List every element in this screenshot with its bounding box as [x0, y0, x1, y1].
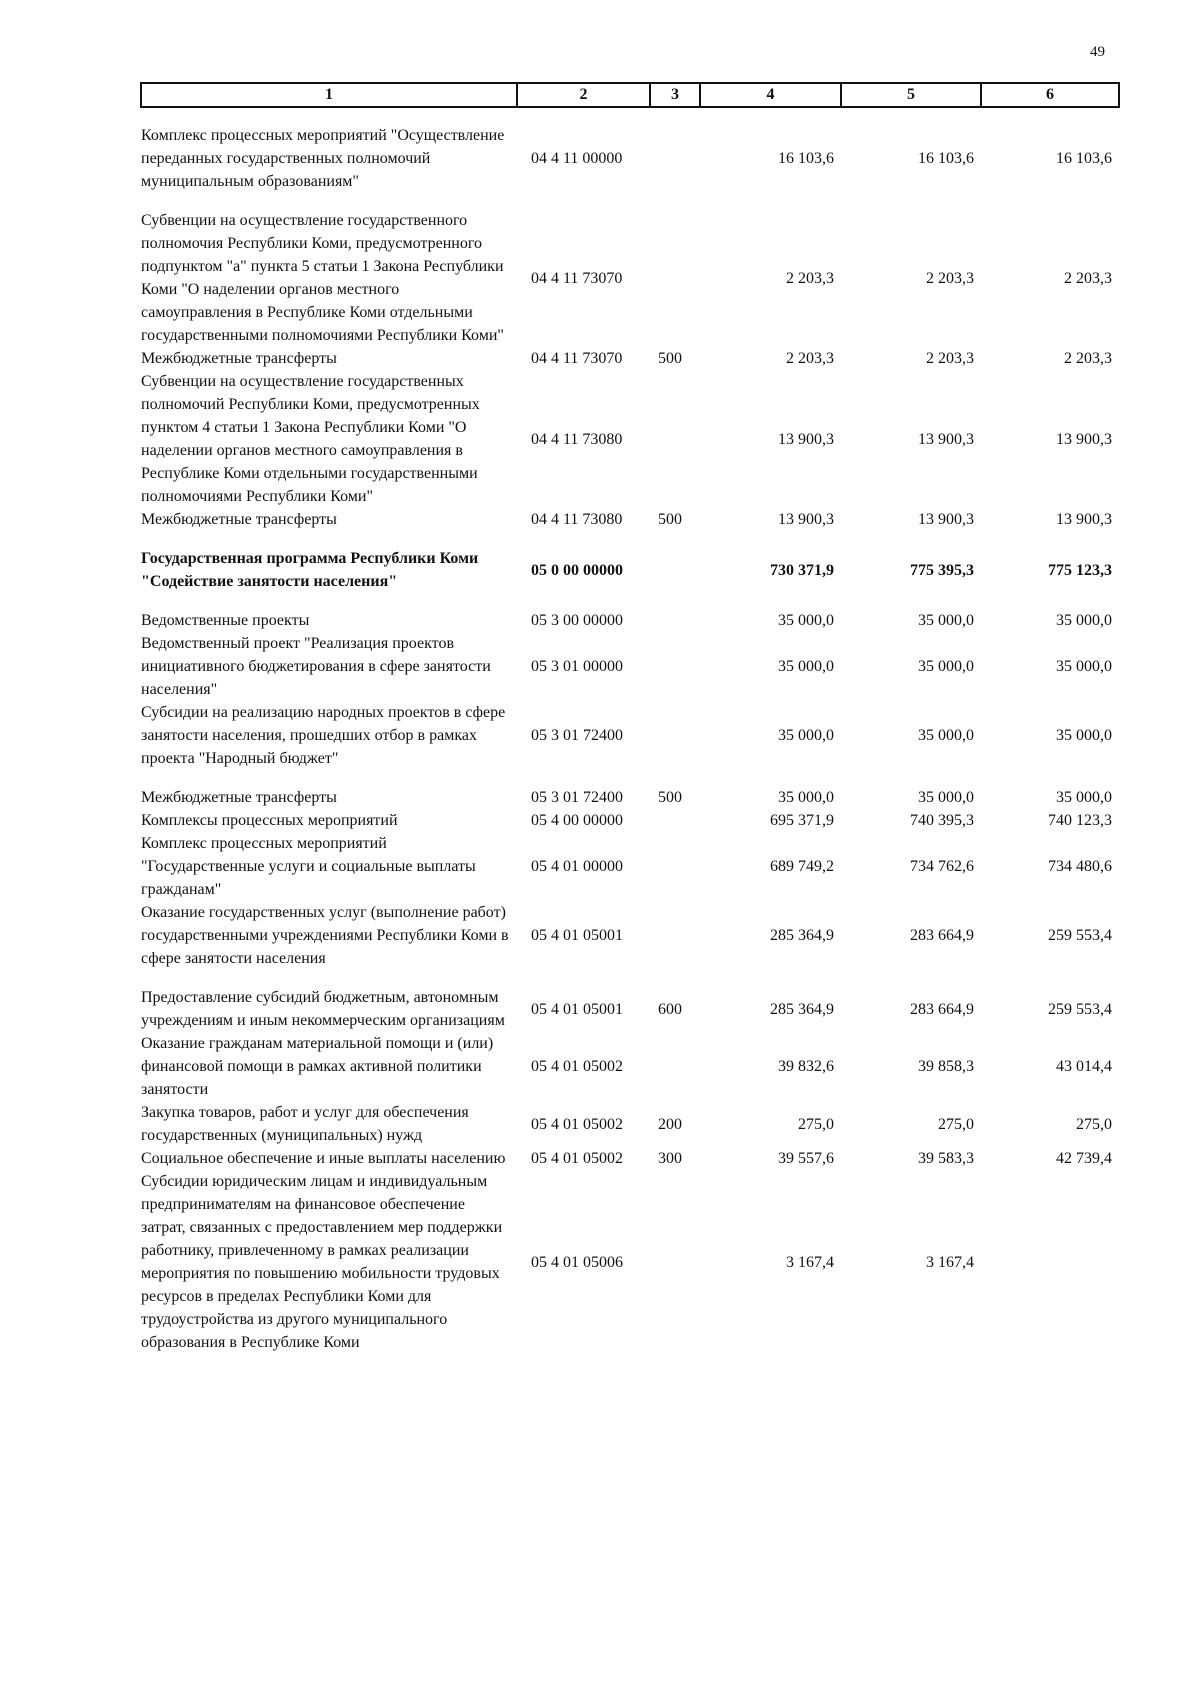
row-value-5: 775 395,3 — [910, 561, 974, 579]
row-code: 05 4 01 05001 — [531, 1000, 623, 1018]
table-row — [141, 347, 1119, 370]
row-value-4: 35 000,0 — [778, 789, 834, 806]
table-row — [141, 809, 1119, 832]
row-value-6: 16 103,6 — [1056, 150, 1112, 167]
row-code: 05 4 01 05002 — [531, 1150, 623, 1167]
table-row — [141, 632, 1119, 701]
row-value-5: 39 583,3 — [918, 1150, 974, 1167]
column-header-3: 3 — [650, 83, 700, 107]
table-row — [141, 209, 1119, 347]
row-value-6: 35 000,0 — [1056, 789, 1112, 806]
row-name: Социальное обеспечение и иные выплаты населению — [141, 1150, 506, 1167]
row-value-4: 695 371,9 — [770, 812, 834, 829]
row-value-4: 2 203,3 — [786, 350, 834, 367]
row-value-4: 13 900,3 — [778, 430, 834, 448]
row-value-4: 275,0 — [798, 1115, 834, 1133]
table-row — [141, 1147, 1119, 1170]
row-expense-type: 300 — [658, 1150, 682, 1167]
table-row — [141, 986, 1119, 1032]
table-row — [141, 107, 1119, 209]
table-row — [141, 508, 1119, 547]
budget-table — [140, 82, 1120, 1354]
column-header-6: 6 — [981, 83, 1119, 107]
column-header-5: 5 — [841, 83, 981, 107]
row-expense-type: 600 — [658, 1000, 682, 1018]
row-value-5: 35 000,0 — [918, 658, 974, 675]
row-expense-type — [650, 809, 700, 832]
row-code: 05 4 01 05002 — [531, 1115, 623, 1133]
row-code: 04 4 11 73080 — [531, 430, 623, 448]
row-name: Предоставление субсидий бюджетным, автономным учреждениям и иным некоммерческим организациям — [141, 989, 505, 1029]
row-value-5: 3 167,4 — [926, 1253, 974, 1271]
row-name: Комплексы процессных мероприятий — [141, 812, 398, 829]
table-row — [141, 786, 1119, 809]
row-name: Субвенции на осуществление государственных полномочий Республики Коми, предусмотренных пунктом 4 статьи 1 Закона Республики Коми "О наделении органов местного самоуправления в Республике Коми отдельными государственными полномочиями Республики Коми" — [141, 373, 480, 505]
row-code: 05 0 00 00000 — [531, 561, 623, 579]
row-value-4: 35 000,0 — [778, 727, 834, 744]
row-value-5: 2 203,3 — [926, 350, 974, 367]
row-value-5: 13 900,3 — [918, 430, 974, 448]
row-value-4: 39 557,6 — [778, 1150, 834, 1167]
row-name: Комплекс процессных мероприятий "Государственные услуги и социальные выплаты гражданам" — [141, 835, 476, 898]
row-expense-type: 500 — [658, 350, 682, 367]
table-row — [141, 609, 1119, 632]
row-value-6: 35 000,0 — [1056, 727, 1112, 744]
row-name: Закупка товаров, работ и услуг для обеспечения государственных (муниципальных) нужд — [141, 1104, 469, 1144]
table-row — [141, 832, 1119, 901]
row-value-4: 35 000,0 — [778, 612, 834, 629]
row-code: 04 4 11 73070 — [531, 350, 623, 367]
row-expense-type: 500 — [658, 511, 682, 528]
row-value-5: 275,0 — [938, 1115, 974, 1133]
row-value-5: 39 858,3 — [918, 1058, 974, 1075]
row-code: 05 4 01 05006 — [531, 1253, 623, 1271]
row-code: 05 3 01 00000 — [531, 658, 623, 675]
row-expense-type — [650, 632, 700, 701]
row-code: 05 4 01 00000 — [531, 858, 623, 875]
row-value-5: 35 000,0 — [918, 789, 974, 806]
row-code: 05 3 01 72400 — [531, 727, 623, 744]
column-header-4: 4 — [700, 83, 841, 107]
row-value-6: 734 480,6 — [1048, 858, 1112, 875]
row-expense-type — [650, 609, 700, 632]
row-value-5: 16 103,6 — [918, 150, 974, 167]
row-value-4: 285 364,9 — [770, 927, 834, 944]
row-value-6: 275,0 — [1076, 1115, 1112, 1133]
row-expense-type — [650, 370, 700, 508]
row-code: 05 4 00 00000 — [531, 812, 623, 829]
row-code: 05 4 01 05001 — [531, 927, 623, 944]
row-name: Межбюджетные трансферты — [141, 789, 337, 806]
row-expense-type — [650, 209, 700, 347]
row-code: 04 4 11 73070 — [531, 269, 623, 287]
row-name: Субвенции на осуществление государственного полномочия Республики Коми, предусмотренного подпунктом "а" пункта 5 статьи 1 Закона Республики Коми "О наделении органов местного самоуправления в Республике Коми отдельными государственными полномочиями Республики Коми" — [141, 212, 504, 344]
row-expense-type — [650, 701, 700, 786]
row-value-5: 35 000,0 — [918, 727, 974, 744]
row-code: 04 4 11 00000 — [531, 150, 623, 167]
row-value-6: 35 000,0 — [1056, 612, 1112, 629]
page-number: 49 — [1090, 44, 1105, 60]
row-code: 05 3 01 72400 — [531, 789, 623, 806]
row-value-4: 35 000,0 — [778, 658, 834, 675]
row-value-6: 13 900,3 — [1056, 430, 1112, 448]
row-value-5: 35 000,0 — [918, 612, 974, 629]
row-name: Ведомственный проект "Реализация проектов инициативного бюджетирования в сфере занятости населения" — [141, 635, 491, 698]
row-value-6: 740 123,3 — [1048, 812, 1112, 829]
row-value-6: 42 739,4 — [1056, 1150, 1112, 1167]
row-name: Государственная программа Республики Коми "Содействие занятости населения" — [141, 550, 479, 590]
row-expense-type — [650, 832, 700, 901]
column-header-1: 1 — [141, 83, 517, 107]
row-value-5: 2 203,3 — [926, 269, 974, 287]
row-value-4: 13 900,3 — [778, 511, 834, 528]
row-value-6: 259 553,4 — [1048, 927, 1112, 944]
row-value-4: 39 832,6 — [778, 1058, 834, 1075]
row-name: Субсидии юридическим лицам и индивидуальным предпринимателям на финансовое обеспечение затрат, связанных с предоставлением мер поддержки работнику, привлеченному в рамках реализации мероприятия по повышению мобильности трудовых ресурсов в пределах Республики Коми для трудоустройства из другого муниципального образования в Республике Коми — [141, 1173, 503, 1351]
row-expense-type: 200 — [658, 1115, 682, 1133]
row-value-6: 259 553,4 — [1048, 1000, 1112, 1018]
row-code: 04 4 11 73080 — [531, 511, 623, 528]
row-name: Комплекс процессных мероприятий "Осуществление переданных государственных полномочий муниципальным образованиям" — [141, 127, 505, 190]
row-value-5: 283 664,9 — [910, 927, 974, 944]
row-value-6: 35 000,0 — [1056, 658, 1112, 675]
row-expense-type — [650, 1032, 700, 1101]
row-value-4: 3 167,4 — [786, 1253, 834, 1271]
row-code: 05 3 00 00000 — [531, 612, 623, 629]
row-value-6: 2 203,3 — [1064, 350, 1112, 367]
row-value-5: 13 900,3 — [918, 511, 974, 528]
row-value-6: 2 203,3 — [1064, 269, 1112, 287]
row-value-6: 43 014,4 — [1056, 1058, 1112, 1075]
table-row — [141, 547, 1119, 609]
row-expense-type — [650, 107, 700, 209]
row-name: Оказание гражданам материальной помощи и (или) финансовой помощи в рамках активной политики занятости — [141, 1035, 494, 1098]
row-value-6: 775 123,3 — [1048, 561, 1112, 579]
row-name: Оказание государственных услуг (выполнение работ) государственными учреждениями Республики Коми в сфере занятости населения — [141, 904, 509, 967]
row-value-4: 689 749,2 — [770, 858, 834, 875]
table-row — [141, 901, 1119, 986]
row-value-4: 285 364,9 — [770, 1000, 834, 1018]
row-value-4: 730 371,9 — [770, 561, 834, 579]
row-value-5: 734 762,6 — [910, 858, 974, 875]
row-value-6: 13 900,3 — [1056, 511, 1112, 528]
row-expense-type — [650, 1170, 700, 1354]
row-code: 05 4 01 05002 — [531, 1058, 623, 1075]
row-value-5: 740 395,3 — [910, 812, 974, 829]
row-expense-type: 500 — [658, 789, 682, 806]
row-value-4: 2 203,3 — [786, 269, 834, 287]
row-name: Субсидии на реализацию народных проектов в сфере занятости населения, прошедших отбор в рамках проекта "Народный бюджет" — [141, 704, 506, 767]
row-name: Межбюджетные трансферты — [141, 511, 337, 528]
table-header-row — [141, 83, 1119, 107]
table-row — [141, 701, 1119, 786]
row-value-5: 283 664,9 — [910, 1000, 974, 1018]
row-name: Ведомственные проекты — [141, 612, 310, 629]
table-row — [141, 1101, 1119, 1147]
row-name: Межбюджетные трансферты — [141, 350, 337, 367]
table-row — [141, 370, 1119, 508]
column-header-2: 2 — [517, 83, 650, 107]
row-value-6 — [981, 1170, 1119, 1354]
table-row — [141, 1170, 1119, 1354]
table-row — [141, 1032, 1119, 1101]
row-expense-type — [650, 547, 700, 609]
row-value-4: 16 103,6 — [778, 150, 834, 167]
row-expense-type — [650, 901, 700, 986]
